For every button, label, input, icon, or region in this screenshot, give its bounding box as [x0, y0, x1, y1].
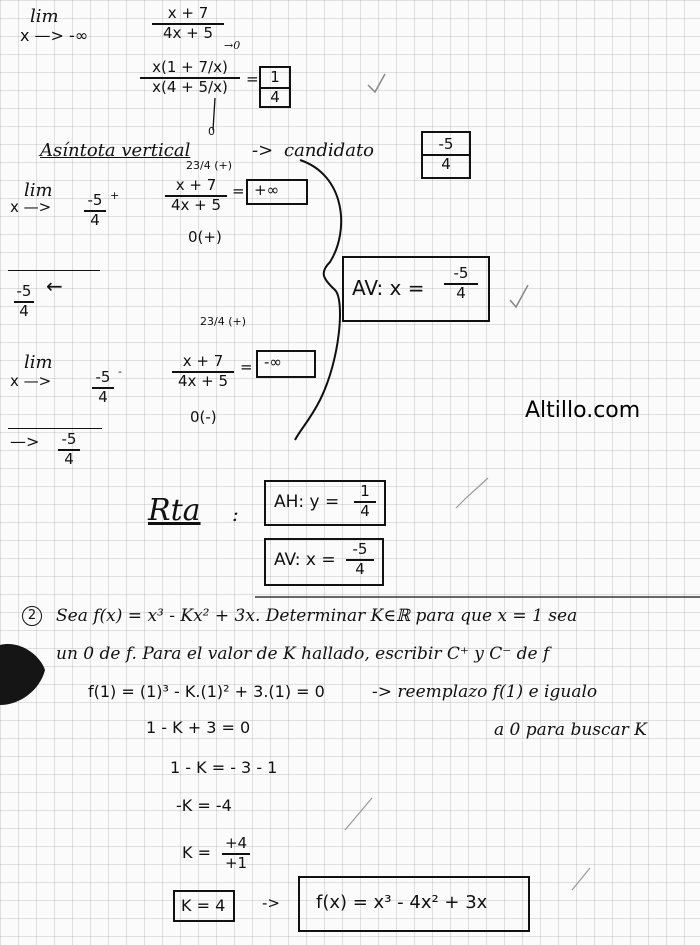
limit3-den-below: 0(-)	[190, 408, 217, 426]
number-line-1-num: -5	[16, 282, 32, 300]
result-f: f(x) = x³ - 4x² + 3x	[316, 892, 488, 913]
result-k-box	[173, 890, 235, 922]
limit3-result: -∞	[264, 353, 282, 371]
vertical-heading: Asíntota vertical	[40, 140, 191, 161]
limit3-approach: x —>	[10, 372, 52, 390]
av-box	[342, 256, 490, 322]
vertical-candidate-label: candidato	[284, 140, 375, 161]
limit2-equals: =	[232, 182, 245, 200]
exercise2-arrow: ->	[262, 894, 280, 912]
limit1-result	[261, 70, 289, 106]
limit2-denominator: 4x + 5	[170, 195, 222, 214]
exercise2-number: 2	[22, 606, 42, 626]
limit1-lim: lim	[30, 6, 59, 27]
av-answer-fraction	[346, 542, 374, 578]
av-box-fraction	[444, 266, 478, 302]
exercise2-step1: f(1) = (1)³ - K.(1)² + 3.(1) = 0	[88, 682, 325, 701]
answer-colon: :	[232, 502, 239, 526]
limit1-result-box	[259, 66, 291, 108]
candidate-num: -5	[438, 135, 454, 153]
limit3-num-above: 23/4 (+)	[200, 315, 246, 328]
limit3-equals: =	[240, 358, 253, 376]
limit2-point-den: 4	[90, 210, 100, 229]
ah-answer-num: 1	[360, 482, 370, 500]
limit3-lim: lim	[24, 352, 53, 373]
candidate-den: 4	[441, 154, 451, 173]
limit1-approach: x —> -∞	[20, 26, 89, 45]
exercise2-line2: un 0 de f. Para el valor de K hallado, escribir C⁺ y C⁻ de f	[56, 644, 550, 664]
watermark: Altillo.com	[525, 398, 641, 423]
ah-answer-fraction	[354, 484, 376, 520]
limit2-result: +∞	[254, 181, 280, 199]
limit3-point	[92, 370, 114, 406]
number-line-2-point	[58, 432, 80, 468]
limit1-result-den: 4	[270, 87, 280, 106]
number-line-2-arrow: —>	[10, 432, 40, 451]
limit1-to-zero: →0	[224, 39, 241, 52]
limit1-zero: 0	[208, 125, 215, 138]
number-line-1-den: 4	[19, 301, 29, 320]
limit3-denominator: 4x + 5	[177, 371, 229, 390]
exercise2-step4: -K = -4	[176, 796, 232, 815]
exercise2-note1: -> reemplazo f(1) e igualo	[372, 682, 598, 702]
limit1-simp-num: x(1 + 7/x)	[152, 58, 228, 76]
exercise2-step5-left: K =	[182, 843, 211, 862]
exercise2-step2: 1 - K + 3 = 0	[146, 718, 251, 737]
number-line-1-arrow: ←	[46, 274, 63, 298]
vertical-arrow: ->	[252, 140, 274, 161]
limit2-result-box	[246, 179, 308, 205]
limit2-numerator: x + 7	[175, 176, 217, 194]
limit3-result-box	[256, 350, 316, 378]
limit3-fraction	[172, 354, 234, 390]
limit2-den-below: 0(+)	[188, 228, 222, 246]
result-k: K = 4	[181, 896, 226, 915]
limit2-approach: x —>	[10, 198, 52, 216]
exercise2-step3: 1 - K = - 3 - 1	[170, 758, 278, 777]
number-line-2-num: -5	[61, 430, 77, 448]
av-answer-den: 4	[355, 559, 365, 578]
av-answer-num: -5	[352, 540, 368, 558]
limit1-result-num: 1	[270, 68, 280, 86]
exercise2-step5-fraction	[222, 836, 250, 872]
ah-answer-box	[264, 480, 386, 526]
limit2-num-above: 23/4 (+)	[186, 159, 232, 172]
exercise2-note2: a 0 para buscar K	[494, 720, 647, 740]
exercise2-line1: Sea f(x) = x³ - Kx² + 3x. Determinar K∈ℝ para que x = 1 sea	[56, 606, 578, 626]
limit3-numerator: x + 7	[182, 352, 224, 370]
limit1-fraction	[152, 6, 224, 42]
ah-answer-den: 4	[360, 501, 370, 520]
av-box-num: -5	[453, 264, 469, 282]
limit3-point-num: -5	[95, 368, 111, 386]
limit3-point-den: 4	[98, 387, 108, 406]
limit1-simp-den: x(4 + 5/x)	[152, 77, 228, 96]
result-f-box	[298, 876, 530, 932]
limit2-fraction	[165, 178, 227, 214]
limit2-point	[84, 193, 106, 229]
limit1-denominator: 4x + 5	[162, 23, 214, 42]
limit1-simplified	[140, 60, 240, 96]
answer-label: Rta	[148, 493, 201, 528]
limit3-side: -	[118, 365, 122, 378]
candidate-fraction	[423, 137, 469, 173]
av-box-den: 4	[456, 283, 466, 302]
limit2-lim: lim	[24, 180, 53, 201]
limit2-side: +	[110, 189, 120, 202]
limit2-point-num: -5	[87, 191, 103, 209]
candidate-box	[421, 131, 471, 179]
exercise2-step5-den: +1	[224, 853, 248, 872]
number-line-1-point	[14, 284, 34, 320]
av-answer-box	[264, 538, 384, 586]
av-box-label: AV: x =	[352, 276, 425, 300]
number-line-2	[8, 428, 102, 429]
ah-answer-label: AH: y =	[274, 492, 340, 512]
number-line-1	[8, 270, 100, 271]
av-answer-label: AV: x =	[274, 550, 336, 570]
limit1-equals: =	[246, 70, 259, 88]
number-line-2-den: 4	[64, 449, 74, 468]
exercise2-step5-num: +4	[224, 834, 248, 852]
limit1-numerator: x + 7	[167, 4, 209, 22]
